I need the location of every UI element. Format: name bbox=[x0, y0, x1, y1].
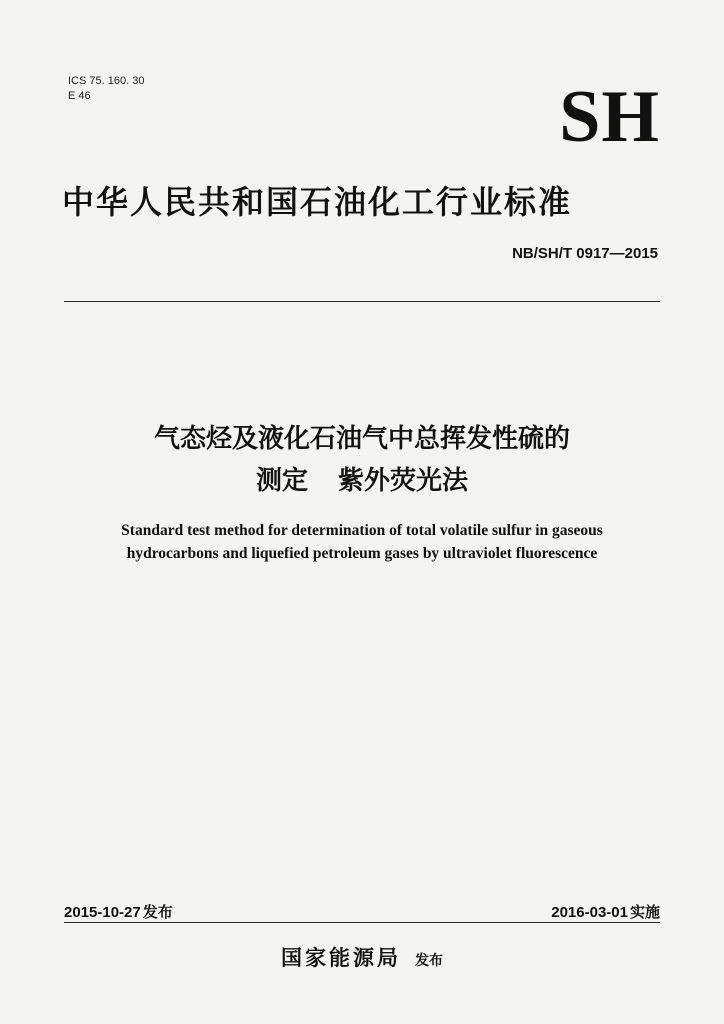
sh-logo: SH bbox=[559, 76, 660, 158]
english-title-line2: hydrocarbons and liquefied petroleum gases by ultraviolet fluorescence bbox=[126, 545, 598, 562]
publisher-org: 国家能源局 bbox=[281, 946, 401, 970]
chinese-title bbox=[62, 418, 662, 502]
implement-date: 2016-03-01 bbox=[551, 904, 628, 921]
english-title bbox=[62, 519, 662, 565]
ics-code: ICS 75. 160. 30 bbox=[68, 75, 145, 87]
publisher-label: 发布 bbox=[415, 953, 443, 969]
chinese-title-line2-part1: 测定 bbox=[255, 466, 308, 496]
implement-label: 实施 bbox=[629, 903, 660, 921]
english-title-line1: Standard test method for determination of total volatile sulfur in gaseous bbox=[121, 522, 603, 539]
chinese-title-line1: 气态烃及液化石油气中总挥发性硫的 bbox=[153, 424, 570, 454]
standard-category-title: 中华人民共和国石油化工行业标准 bbox=[62, 183, 573, 221]
standard-code: NB/SH/T 0917—2015 bbox=[512, 245, 658, 262]
chinese-title-line2 bbox=[62, 460, 662, 502]
issue-date-block bbox=[64, 901, 173, 922]
publisher-block bbox=[0, 942, 724, 972]
issue-label: 发布 bbox=[142, 903, 173, 921]
top-divider bbox=[64, 301, 660, 302]
issue-date: 2015-10-27 bbox=[64, 904, 141, 921]
chinese-title-line2-part2: 紫外荧光法 bbox=[338, 466, 469, 496]
bottom-divider bbox=[64, 922, 660, 923]
implement-date-block bbox=[551, 901, 660, 922]
ccs-code: E 46 bbox=[68, 90, 91, 102]
classification-codes bbox=[68, 74, 144, 104]
